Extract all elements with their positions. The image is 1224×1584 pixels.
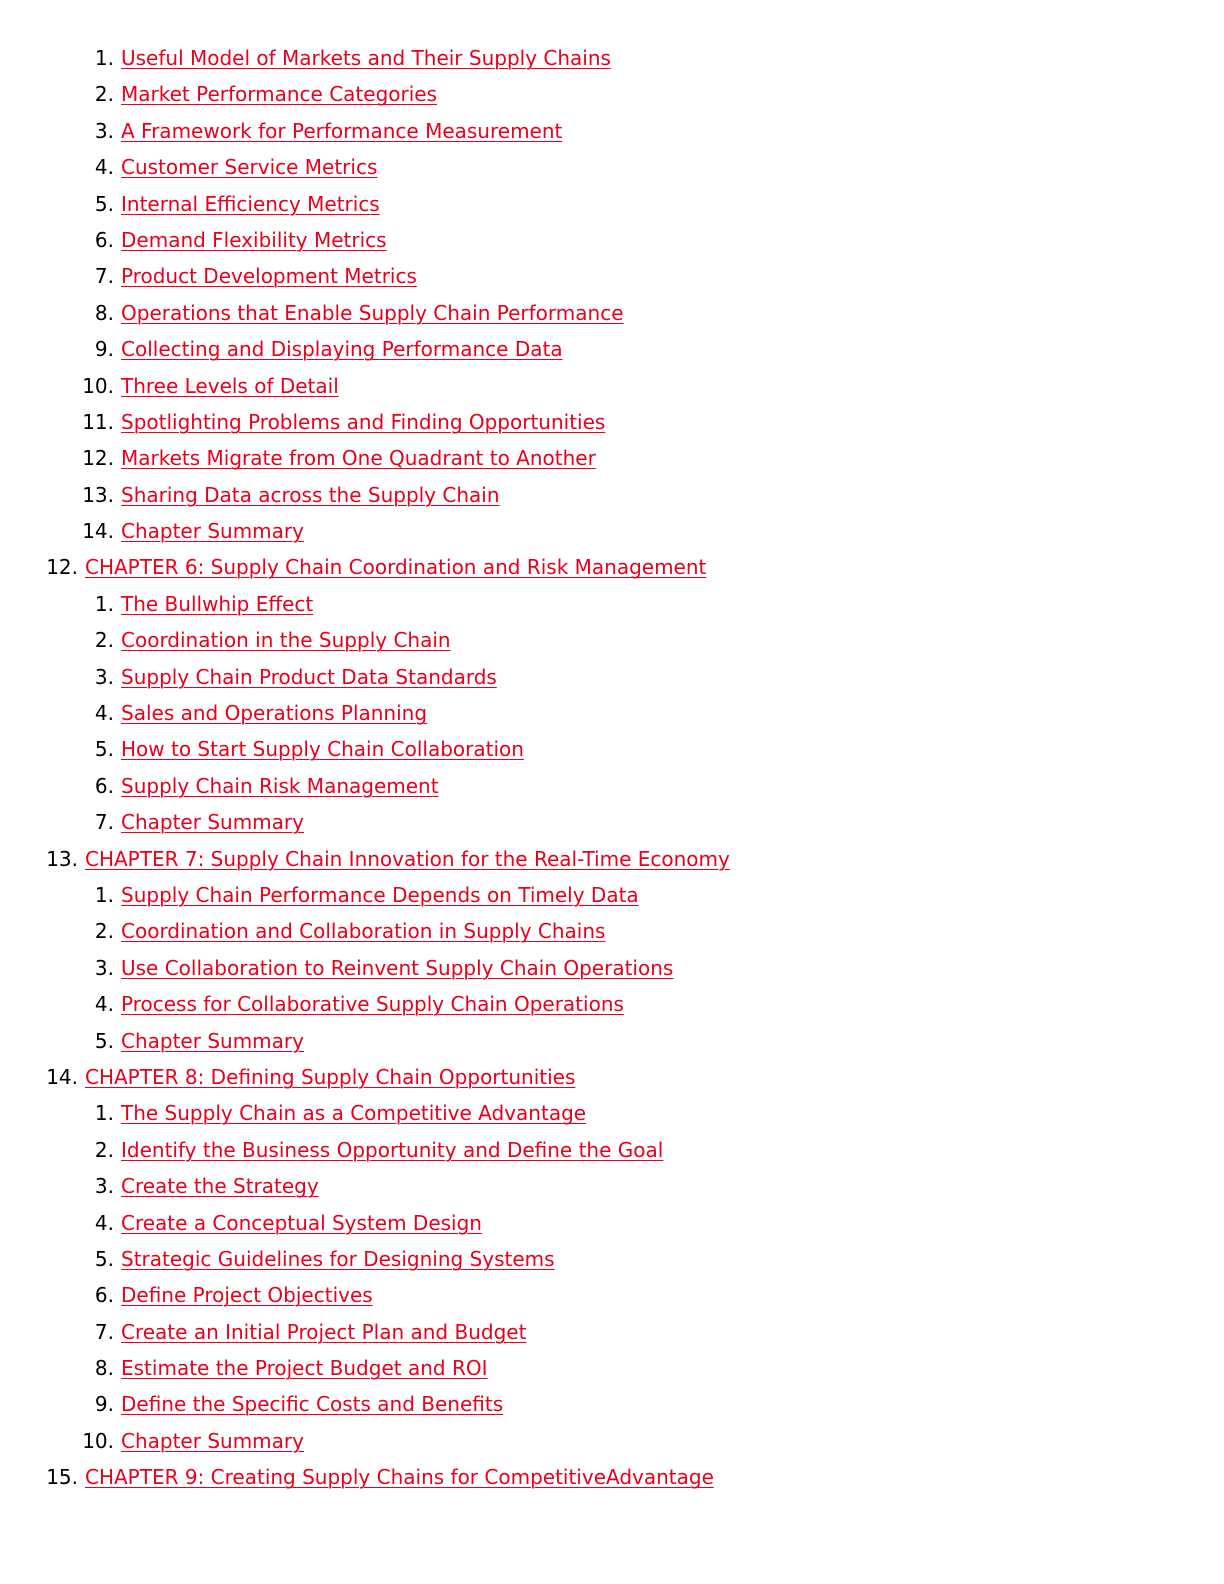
toc-section-link[interactable]: Chapter Summary xyxy=(121,1428,304,1453)
toc-item-number: 9. xyxy=(94,1392,114,1417)
toc-item-number: 5. xyxy=(94,1246,114,1271)
toc-item-number: 3. xyxy=(94,955,114,980)
toc-section-link[interactable]: Supply Chain Product Data Standards xyxy=(121,664,497,689)
toc-section-link[interactable]: Create the Strategy xyxy=(121,1174,319,1199)
toc-item-number: 14. xyxy=(46,1064,78,1089)
toc-chapter-link[interactable]: CHAPTER 9: Creating Supply Chains for CompetitiveAdvantage xyxy=(85,1465,714,1490)
toc-chapter-link[interactable]: CHAPTER 8: Defining Supply Chain Opportunities xyxy=(85,1064,576,1089)
toc-item-number: 2. xyxy=(94,1137,114,1162)
toc-item-number: 1. xyxy=(94,882,114,907)
toc-section-link[interactable]: Sharing Data across the Supply Chain xyxy=(121,482,500,507)
toc-section-link[interactable]: Three Levels of Detail xyxy=(121,373,339,398)
toc-section-link[interactable]: Create an Initial Project Plan and Budget xyxy=(121,1319,527,1344)
toc-item-number: 7. xyxy=(94,1319,114,1344)
toc-section-link[interactable]: Chapter Summary xyxy=(121,1028,304,1053)
toc-section-link[interactable]: Demand Flexibility Metrics xyxy=(121,227,387,252)
toc-section-link[interactable]: Customer Service Metrics xyxy=(121,155,378,180)
toc-item-number: 4. xyxy=(94,1210,114,1235)
toc-item-number: 13. xyxy=(82,482,114,507)
toc-section-link[interactable]: Useful Model of Markets and Their Supply Chains xyxy=(121,46,611,70)
toc-item-number: 1. xyxy=(94,1101,114,1126)
toc-section-link[interactable]: Create a Conceptual System Design xyxy=(121,1210,482,1235)
toc-item-number: 8. xyxy=(94,1356,114,1381)
toc-item-number: 12. xyxy=(46,555,78,580)
toc-item-number: 6. xyxy=(94,227,114,252)
toc-item-number: 14. xyxy=(82,519,114,544)
toc-section-link[interactable]: Use Collaboration to Reinvent Supply Chain Operations xyxy=(121,955,674,980)
toc-section-link[interactable]: Sales and Operations Planning xyxy=(121,701,428,726)
toc-section-link[interactable]: Collecting and Displaying Performance Data xyxy=(121,337,563,362)
toc-item-number: 1. xyxy=(94,591,114,616)
toc-section-link[interactable]: Coordination and Collaboration in Supply Chains xyxy=(121,919,606,944)
toc-item-number: 1. xyxy=(94,46,114,70)
toc-item-number: 4. xyxy=(94,992,114,1017)
toc-item-number: 4. xyxy=(94,701,114,726)
toc-section-link[interactable]: Chapter Summary xyxy=(121,810,304,835)
toc-section-link[interactable]: A Framework for Performance Measurement xyxy=(121,118,563,143)
toc-section-link[interactable]: Define the Specific Costs and Benefits xyxy=(121,1392,504,1417)
toc-item-number: 8. xyxy=(94,300,114,325)
toc-section-link[interactable]: Chapter Summary xyxy=(121,519,304,544)
toc-section-link[interactable]: Markets Migrate from One Quadrant to Another xyxy=(121,446,596,471)
toc-section-link[interactable]: Identify the Business Opportunity and Define the Goal xyxy=(121,1137,664,1162)
toc-section-link[interactable]: Operations that Enable Supply Chain Performance xyxy=(121,300,624,325)
toc-section-link[interactable]: Process for Collaborative Supply Chain Operations xyxy=(121,992,624,1017)
toc-section-link[interactable]: The Bullwhip Effect xyxy=(121,591,314,616)
toc-item-number: 9. xyxy=(94,337,114,362)
toc-item-number: 2. xyxy=(94,919,114,944)
toc-section-link[interactable]: Estimate the Project Budget and ROI xyxy=(121,1356,488,1381)
toc-section-link[interactable]: Strategic Guidelines for Designing Systems xyxy=(121,1246,555,1271)
toc-item-number: 11. xyxy=(82,409,114,434)
toc-item-number: 12. xyxy=(82,446,114,471)
toc-item-number: 10. xyxy=(82,1428,114,1453)
toc-item-number: 6. xyxy=(94,773,114,798)
toc-section-link[interactable]: Product Development Metrics xyxy=(121,264,417,289)
toc-item-number: 3. xyxy=(94,664,114,689)
toc-item-number: 3. xyxy=(94,118,114,143)
toc-item-number: 2. xyxy=(94,82,114,107)
toc-section-link[interactable]: Supply Chain Risk Management xyxy=(121,773,439,798)
toc-item-number: 6. xyxy=(94,1283,114,1308)
toc-section-link[interactable]: Market Performance Categories xyxy=(121,82,438,107)
toc-section-link[interactable]: Internal Efficiency Metrics xyxy=(121,191,380,216)
toc-chapter-link[interactable]: CHAPTER 7: Supply Chain Innovation for the Real-Time Economy xyxy=(85,846,730,871)
toc-item-number: 5. xyxy=(94,191,114,216)
toc-section-link[interactable]: Define Project Objectives xyxy=(121,1283,373,1308)
toc-section-link[interactable]: Spotlighting Problems and Finding Opportunities xyxy=(121,409,606,434)
toc-item-number: 15. xyxy=(46,1465,78,1490)
toc-section-link[interactable]: How to Start Supply Chain Collaboration xyxy=(121,737,524,762)
toc-item-number: 13. xyxy=(46,846,78,871)
toc-item-number: 7. xyxy=(94,810,114,835)
toc-item-number: 2. xyxy=(94,628,114,653)
toc-item-number: 5. xyxy=(94,737,114,762)
toc-item-number: 3. xyxy=(94,1174,114,1199)
toc-section-link[interactable]: The Supply Chain as a Competitive Advantage xyxy=(121,1101,587,1126)
toc-chapter-link[interactable]: CHAPTER 6: Supply Chain Coordination and Risk Management xyxy=(85,555,707,580)
toc-item-number: 10. xyxy=(82,373,114,398)
toc-item-number: 7. xyxy=(94,264,114,289)
toc-item-number: 5. xyxy=(94,1028,114,1053)
toc-section-link[interactable]: Supply Chain Performance Depends on Timely Data xyxy=(121,882,639,907)
toc-section-link[interactable]: Coordination in the Supply Chain xyxy=(121,628,451,653)
toc-item-number: 4. xyxy=(94,155,114,180)
